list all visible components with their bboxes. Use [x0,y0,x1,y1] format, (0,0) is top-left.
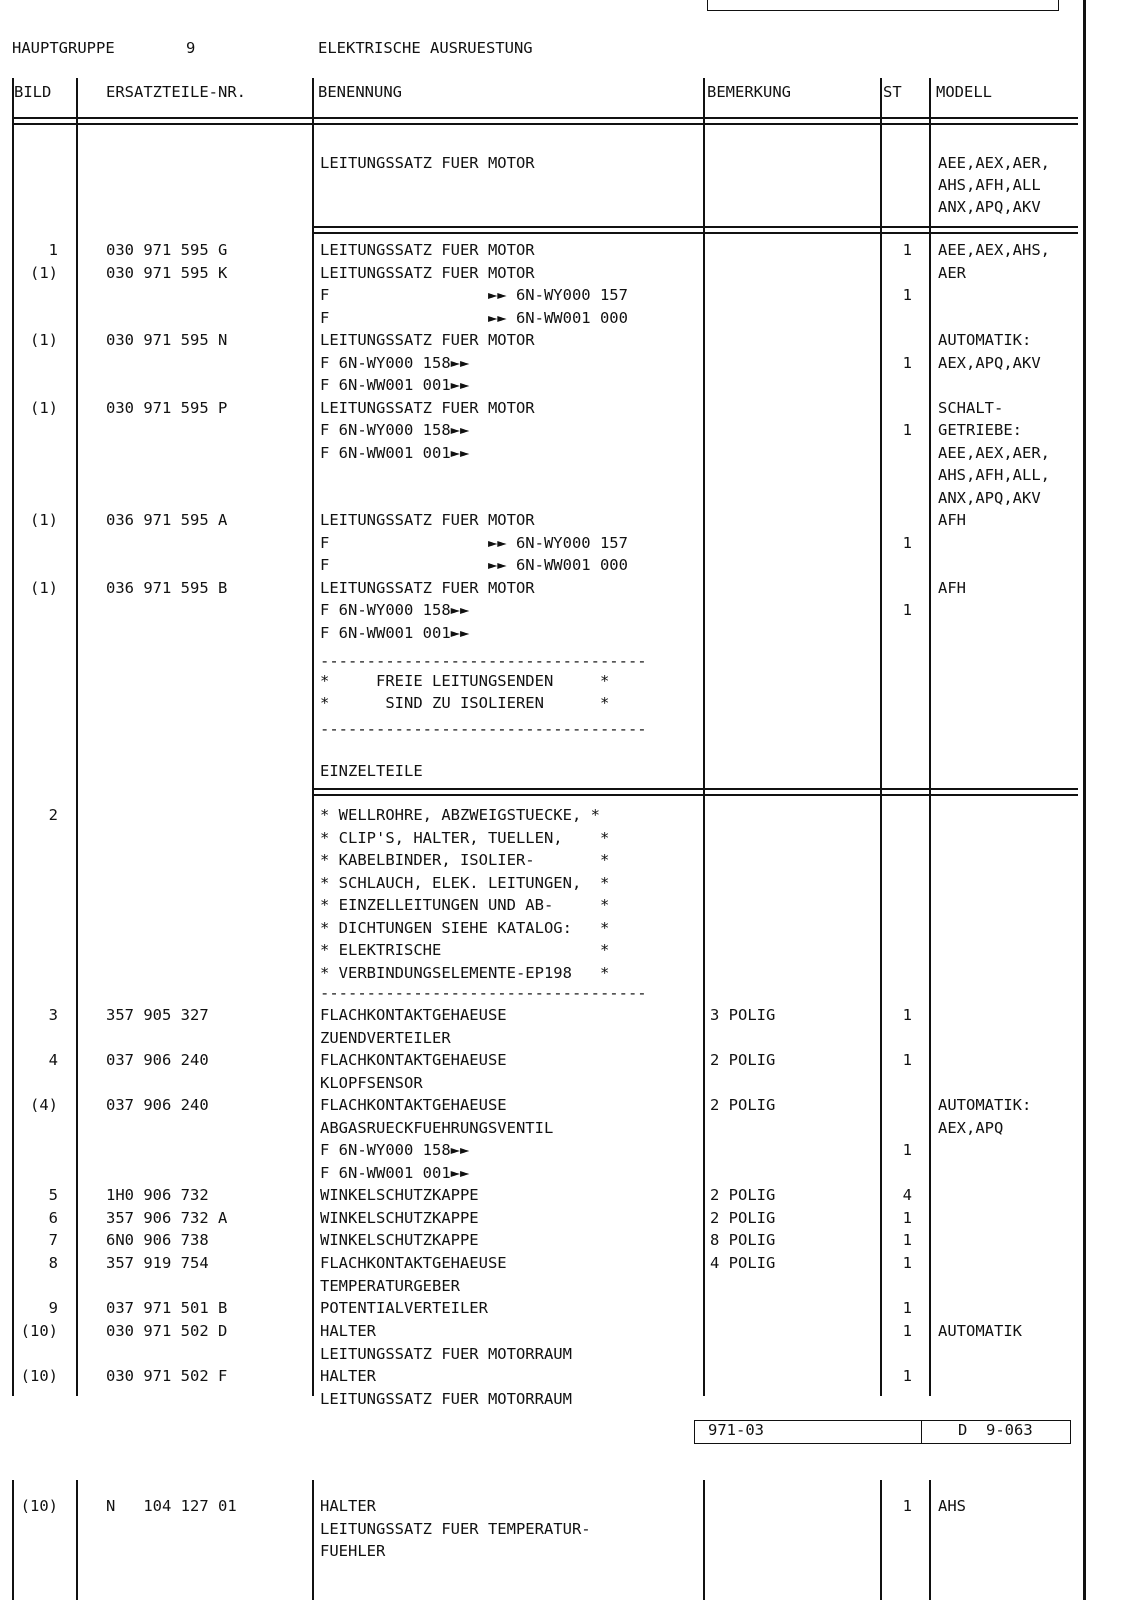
bild-number: 9 [48,1299,58,1317]
description-line: WINKELSCHUTZKAPPE [320,1231,479,1249]
description-line: F 6N-WW001 001►► [320,1163,470,1182]
col-header-bemerkung: BEMERKUNG [707,83,791,101]
quantity: 1 [902,1209,912,1227]
part-number: 037 971 501 B [106,1299,228,1317]
col-divider [929,78,931,1396]
description-line: FLACHKONTAKTGEHAEUSE [320,1096,507,1114]
remark: 4 POLIG [710,1254,776,1272]
bild-number: (10) [20,1367,58,1385]
part-number: 037 906 240 [106,1096,209,1114]
bild-number: (1) [30,331,58,349]
modell-line: GETRIEBE: [938,421,1022,439]
description-line: F 6N-WY000 158►► [320,421,470,439]
modell-line: AER [938,263,966,282]
description-line: LEITUNGSSATZ FUER MOTOR [320,331,535,349]
col-header-bild: BILD [14,83,52,101]
description-line: HALTER [320,1322,376,1340]
quantity: 1 [902,1051,912,1069]
quantity: 1 [902,1497,912,1515]
description-line: F 6N-WW001 001►► [320,443,470,462]
bild-number: (1) [30,263,58,282]
part-number: 1H0 906 732 [106,1186,209,1204]
col-header-ersatzteile-nr: ERSATZTEILE-NR. [106,83,246,101]
modell-line: AUTOMATIK: [938,1096,1032,1114]
bild-number: (10) [20,1497,58,1515]
footer-group-code: 971-03 [708,1421,764,1439]
bild-number: 4 [48,1051,58,1069]
dashed-rule: ----------------------------------- [320,720,647,738]
note-line: * DICHTUNGEN SIEHE KATALOG: * [320,918,610,937]
hauptgruppe-label: HAUPTGRUPPE [12,39,115,57]
section-modell-line: ANX,APQ,AKV [938,198,1041,216]
quantity: 4 [902,1186,912,1204]
page-edge-line [1083,0,1086,1600]
notice-line: * SIND ZU ISOLIEREN * [320,694,610,712]
footer-page-code: D 9-063 [958,1421,1033,1439]
description-line: LEITUNGSSATZ FUER MOTOR [320,511,535,529]
part-number: 357 919 754 [106,1254,209,1272]
remark: 2 POLIG [710,1051,776,1069]
modell-line: AHS [938,1497,966,1515]
modell-line: AUTOMATIK [938,1322,1022,1340]
remark: 2 POLIG [710,1096,776,1114]
quantity: 1 [902,601,912,619]
description-line: FLACHKONTAKTGEHAEUSE [320,1006,507,1024]
description-line: F ►► 6N-WW001 000 [320,308,628,327]
part-number: 036 971 595 B [106,578,228,597]
part-number: 030 971 502 F [106,1367,228,1385]
description-line: WINKELSCHUTZKAPPE [320,1186,479,1204]
modell-line: SCHALT- [938,398,1004,417]
modell-line: AEX,APQ [938,1118,1004,1137]
description-line: LEITUNGSSATZ FUER MOTOR [320,241,535,259]
description-line: ZUENDVERTEILER [320,1028,451,1047]
part-number: 357 905 327 [106,1006,209,1024]
part-number: 030 971 595 K [106,263,228,282]
top-box-fragment [707,0,1059,11]
bild-number: 7 [48,1231,58,1249]
description-line: F 6N-WW001 001►► [320,623,470,642]
bild-number: 8 [48,1254,58,1272]
hauptgruppe-number: 9 [186,39,196,57]
quantity: 1 [902,1231,912,1249]
notice-line: * FREIE LEITUNGSENDEN * [320,672,610,690]
description-line: F ►► 6N-WW001 000 [320,556,628,574]
col-header-benennung: BENENNUNG [318,83,402,101]
description-line: POTENTIALVERTEILER [320,1299,488,1317]
remark: 2 POLIG [710,1186,776,1204]
dashed-rule: ----------------------------------- [320,984,647,1002]
modell-line: AHS,AFH,ALL, [938,466,1050,484]
bild-number: (1) [30,511,58,529]
section-modell-line: AHS,AFH,ALL [938,176,1041,194]
section-modell-line: AEE,AEX,AER, [938,154,1050,172]
description-line: FLACHKONTAKTGEHAEUSE [320,1051,507,1069]
bild-number: (1) [30,578,58,597]
bild-number: 1 [48,241,58,259]
description-line: F 6N-WY000 158►► [320,353,470,372]
description-line: F ►► 6N-WY000 157 [320,533,628,552]
bild-number: (4) [30,1096,58,1114]
quantity: 1 [902,353,912,372]
description-line: F 6N-WY000 158►► [320,601,470,619]
description-line: LEITUNGSSATZ FUER MOTORRAUM [320,1344,572,1363]
quantity: 1 [902,1367,912,1385]
section-title: LEITUNGSSATZ FUER MOTOR [320,154,535,172]
part-number: 036 971 595 A [106,511,228,529]
group-title: ELEKTRISCHE AUSRUESTUNG [318,39,533,57]
note-line: * WELLROHRE, ABZWEIGSTUECKE, * [320,806,600,824]
col-divider [929,1480,931,1600]
modell-line: AEX,APQ,AKV [938,353,1041,372]
header-double-rule [12,117,1078,125]
part-number: N 104 127 01 [106,1497,237,1515]
description-line: LEITUNGSSATZ FUER TEMPERATUR- [320,1519,591,1538]
description-line: F 6N-WW001 001►► [320,376,470,394]
remark: 2 POLIG [710,1209,776,1227]
bild-number: (10) [20,1322,58,1340]
description-line: WINKELSCHUTZKAPPE [320,1209,479,1227]
description-line: LEITUNGSSATZ FUER MOTOR [320,578,535,597]
part-number: 037 906 240 [106,1051,209,1069]
note-line: * KABELBINDER, ISOLIER- * [320,851,610,869]
bild-number: 3 [48,1006,58,1024]
description-line: LEITUNGSSATZ FUER MOTOR [320,398,535,417]
bild-number: 5 [48,1186,58,1204]
part-number: 6N0 906 738 [106,1231,209,1249]
description-line: TEMPERATURGEBER [320,1276,460,1295]
section-double-rule [312,226,1078,234]
description-line: HALTER [320,1367,376,1385]
einzelteile-label: EINZELTEILE [320,762,423,780]
dashed-rule: ----------------------------------- [320,652,647,670]
description-line: LEITUNGSSATZ FUER MOTORRAUM [320,1389,572,1408]
part-number: 357 906 732 A [106,1209,228,1227]
note-line: * EINZELLEITUNGEN UND AB- * [320,896,610,914]
note-line: * SCHLAUCH, ELEK. LEITUNGEN, * [320,873,610,892]
description-line: FLACHKONTAKTGEHAEUSE [320,1254,507,1272]
description-line: KLOPFSENSOR [320,1073,423,1092]
quantity: 1 [902,1006,912,1024]
quantity: 1 [902,286,912,304]
modell-line: AFH [938,511,966,529]
bild-number: 6 [48,1209,58,1227]
modell-line: AFH [938,578,966,597]
quantity: 1 [902,241,912,259]
description-line: F 6N-WY000 158►► [320,1141,470,1159]
part-number: 030 971 502 D [106,1322,228,1340]
modell-line: AEE,AEX,AER, [938,443,1050,462]
note-line: * ELEKTRISCHE * [320,941,610,959]
quantity: 1 [902,1299,912,1317]
quantity: 1 [902,1141,912,1159]
col-header-st: ST [883,83,902,101]
bild-number: (1) [30,398,58,417]
part-number: 030 971 595 N [106,331,228,349]
note-bild: 2 [48,806,58,824]
remark: 3 POLIG [710,1006,776,1024]
quantity: 1 [902,421,912,439]
quantity: 1 [902,533,912,552]
col-header-modell: MODELL [936,83,992,101]
note-line: * VERBINDUNGSELEMENTE-EP198 * [320,963,610,982]
quantity: 1 [902,1254,912,1272]
modell-line: AEE,AEX,AHS, [938,241,1050,259]
part-number: 030 971 595 P [106,398,228,417]
description-line: ABGASRUECKFUEHRUNGSVENTIL [320,1118,554,1137]
remark: 8 POLIG [710,1231,776,1249]
einzelteile-double-rule [312,788,1078,796]
note-line: * CLIP'S, HALTER, TUELLEN, * [320,828,610,847]
description-line: F ►► 6N-WY000 157 [320,286,628,304]
modell-line: AUTOMATIK: [938,331,1032,349]
modell-line: ANX,APQ,AKV [938,488,1041,507]
quantity: 1 [902,1322,912,1340]
description-line: FUEHLER [320,1542,386,1560]
part-number: 030 971 595 G [106,241,228,259]
description-line: HALTER [320,1497,376,1515]
description-line: LEITUNGSSATZ FUER MOTOR [320,263,535,282]
